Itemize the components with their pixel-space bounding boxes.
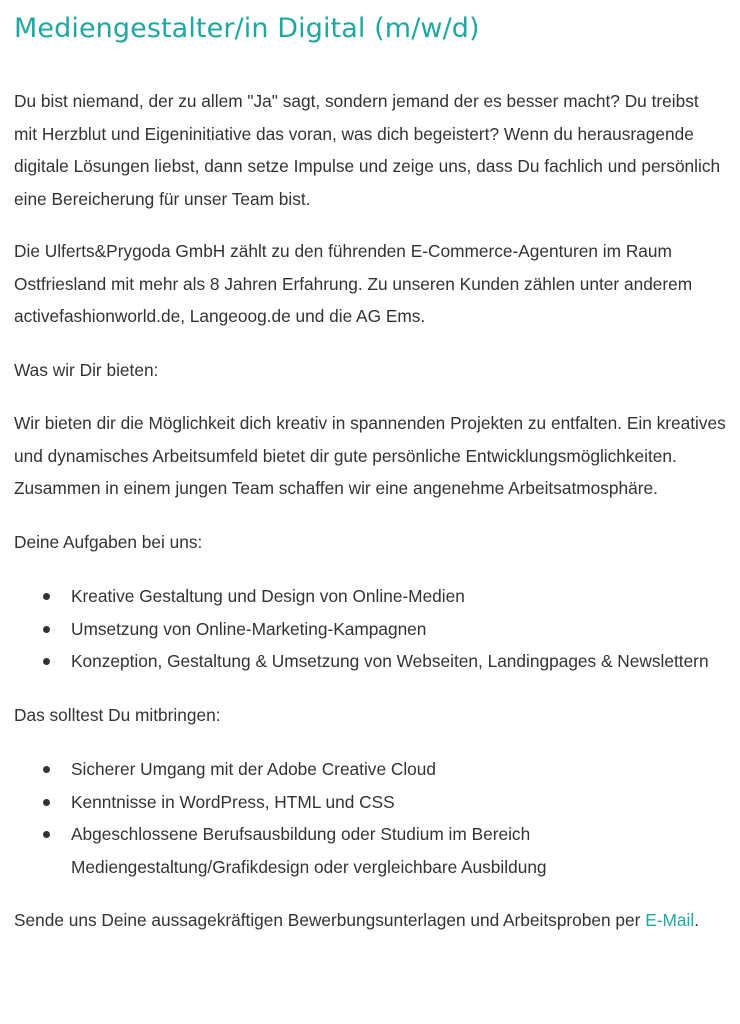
bullet-icon — [43, 766, 50, 773]
list-item-text: Kreative Gestaltung und Design von Online-Medien — [71, 586, 465, 606]
requirements-list — [14, 753, 726, 883]
list-item-text: Kenntnisse in WordPress, HTML und CSS — [71, 791, 395, 812]
bullet-icon — [43, 626, 50, 633]
closing-text: Sende uns Deine aussagekräftigen Bewerbungsunterlagen und Arbeitsproben per — [14, 910, 646, 930]
bullet-icon — [43, 658, 50, 665]
list-item-text: Umsetzung von Online-Marketing-Kampagnen — [71, 618, 427, 639]
list-item — [14, 818, 726, 883]
bullet-icon — [43, 593, 50, 600]
list-item — [14, 753, 726, 786]
list-item-text: Konzeption, Gestaltung & Umsetzung von Webseiten, Landingpages & Newslettern — [71, 651, 709, 671]
list-item — [14, 613, 726, 646]
list-item-text: Sicherer Umgang mit der Adobe Creative Cloud — [71, 759, 437, 779]
closing-paragraph — [14, 904, 726, 937]
requirements-heading: Das solltest Du mitbringen: — [14, 704, 221, 725]
company-paragraph: Die Ulferts&Prygoda GmbH zählt zu den führenden E-Commerce-Agenturen im Raum Ostfriesland mit mehr als 8 Jahren Erfahrung. Zu unseren Kunden zählen unter anderem activefashionworld.de, Langeoog.de und die AG Ems. — [14, 241, 693, 326]
job-posting — [14, 0, 726, 937]
intro-paragraph: Du bist niemand, der zu allem "Ja" sagt, sondern jemand der es besser macht? Du treibst mit Herzblut und Eigeninitiative das voran, was dich begeistert? Wenn du herausragende digitale Lösungen liebst, dann setze Impulse und zeige uns, dass Du fachlich und persönlich eine Bereicherung für unser Team bist. — [14, 91, 721, 209]
bullet-icon — [43, 831, 50, 838]
email-link[interactable]: E-Mail — [645, 910, 695, 930]
tasks-heading: Deine Aufgaben bei uns: — [14, 531, 203, 552]
offer-paragraph: Wir bieten dir die Möglichkeit dich kreativ in spannenden Projekten zu entfalten. Ein kreatives und dynamisches Arbeitsumfeld bietet dir gute persönliche Entwicklungsmöglichkeiten. Zusammen in einem jungen Team schaffen wir eine angenehme Arbeitsatmosphäre. — [14, 413, 726, 498]
list-item-text: Abgeschlossene Berufsausbildung oder Studium im Bereich Mediengestaltung/Grafikdesign oder vergleichbare Ausbildung — [71, 824, 547, 877]
bullet-icon — [43, 799, 50, 806]
page-title: Mediengestalter/in Digital (m/w/d) — [14, 13, 480, 44]
tasks-list — [14, 580, 726, 678]
list-item — [14, 580, 726, 613]
list-item — [14, 786, 726, 819]
offer-heading: Was wir Dir bieten: — [14, 359, 159, 380]
closing-end: . — [694, 910, 699, 930]
list-item — [14, 645, 726, 678]
